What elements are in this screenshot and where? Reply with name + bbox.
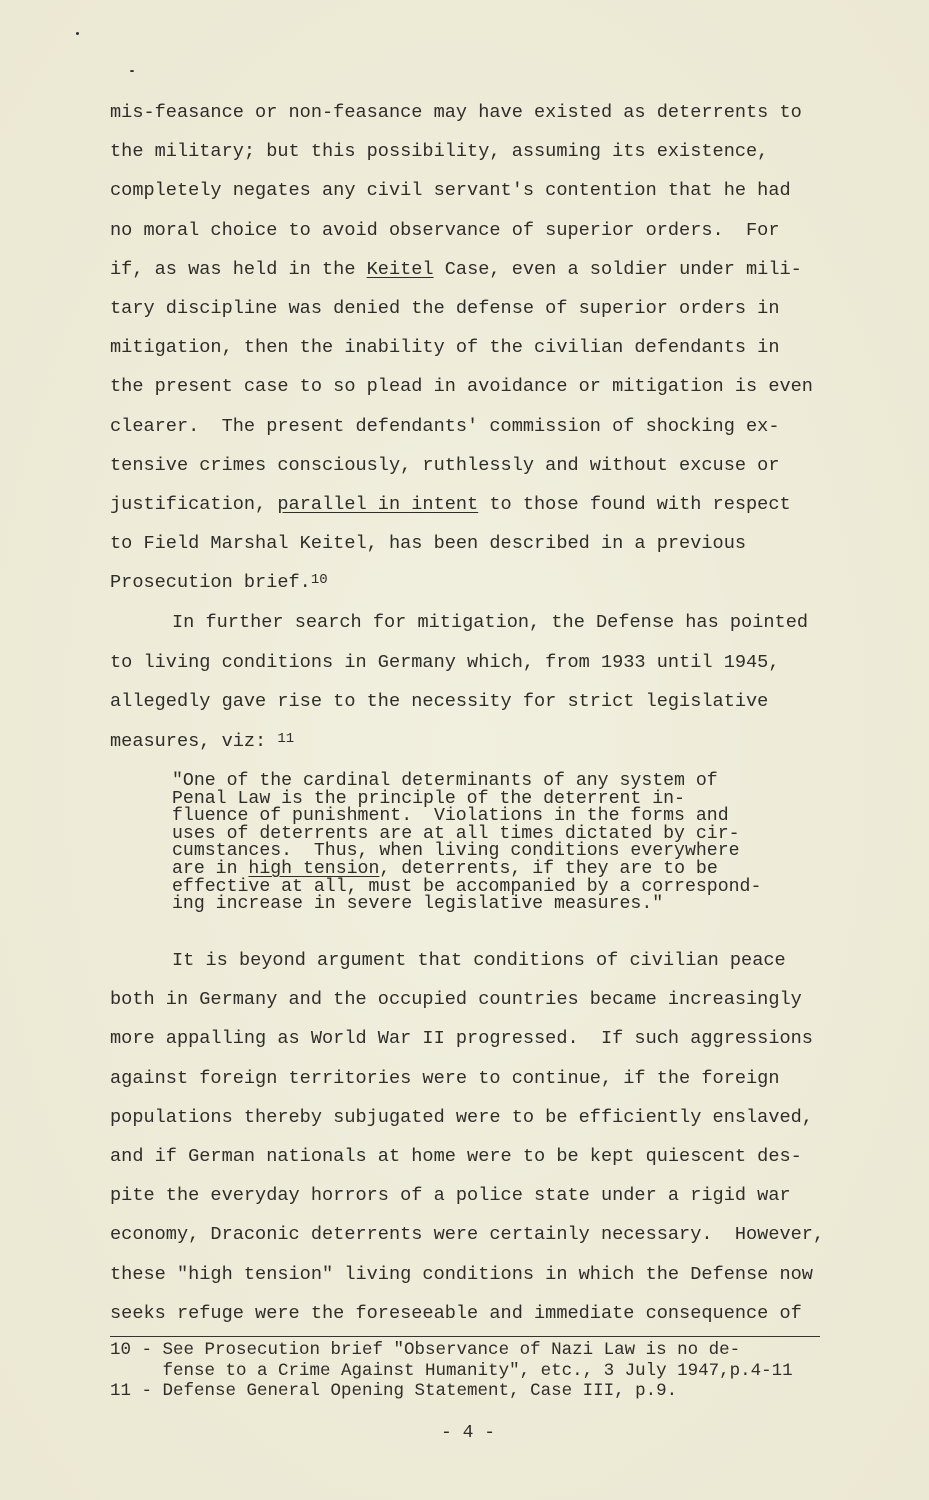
speck-mark — [76, 32, 79, 35]
quote-line: cumstances. Thus, when living conditions everywhere — [172, 841, 740, 862]
quote-line: effective at all, must be accompanied by a correspond- — [172, 876, 762, 897]
body-line: clearer. The present defendants' commission of shocking ex- — [110, 415, 780, 437]
body-line: mitigation, then the inability of the civilian defendants in — [110, 337, 780, 359]
body-line: It is beyond argument that conditions of civilian peace — [172, 950, 786, 971]
underlined-text: parallel in intent — [277, 494, 479, 515]
body-line: to Field Marshal Keitel, has been described in a previous — [110, 533, 747, 555]
body-line: and if German nationals at home were to be kept quiescent des- — [110, 1146, 802, 1167]
body-line: to living conditions in Germany which, from 1933 until 1945, — [110, 651, 780, 673]
body-line: both in Germany and the occupied countries became increasingly — [110, 989, 802, 1011]
body-line: seeks refuge were the foreseeable and immediate consequence of — [110, 1302, 802, 1324]
speck-mark — [130, 70, 134, 72]
underlined-text: high tension — [248, 859, 380, 879]
body-line: pite the everyday horrors of a police state under a rigid war — [110, 1185, 791, 1207]
body-line: no moral choice to avoid observance of superior orders. For — [110, 219, 780, 241]
quote-line: fluence of punishment. Violations in the forms and — [172, 806, 729, 827]
body-line: measures, viz: $^{11}$ — [110, 730, 295, 752]
body-line: economy, Draconic deterrents were certainly necessary. However, — [110, 1224, 825, 1246]
body-line: the military; but this possibility, assuming its existence, — [110, 141, 769, 163]
underlined-text: Keitel — [366, 258, 434, 280]
body-line: populations thereby subjugated were to be efficiently enslaved, — [110, 1106, 813, 1128]
footnote-line: 10 - See Prosecution brief "Observance of Nazi Law is no de- — [110, 1340, 741, 1360]
body-line: more appalling as World War II progressed. If such aggressions — [110, 1028, 813, 1050]
body-line: if, as was held in the Keitel Case, even a soldier under mili- — [110, 258, 802, 280]
footnote-rule — [110, 1336, 820, 1337]
body-line: Prosecution brief.$^{10}$ — [110, 572, 328, 594]
body-line: against foreign territories were to continue, if the foreign — [110, 1067, 780, 1089]
page-number: - 4 - — [441, 1423, 496, 1443]
footnote-reference: 10 — [310, 572, 328, 589]
quote-line: uses of deterrents are at all times dictated by cir- — [172, 823, 740, 844]
body-line: these "high tension" living conditions in which the Defense now — [110, 1263, 813, 1285]
body-line: tensive crimes consciously, ruthlessly and without excuse or — [110, 454, 780, 476]
quote-line: "One of the cardinal determinants of any system of — [172, 771, 718, 791]
body-line: the present case to so plead in avoidance or mitigation is even — [110, 376, 813, 398]
body-line: tary discipline was denied the defense of superior orders in — [110, 298, 780, 319]
quote-line: ing increase in severe legislative measures." — [172, 894, 664, 915]
body-line: allegedly gave rise to the necessity for strict legislative — [110, 691, 769, 712]
body-line: In further search for mitigation, the Defense has pointed — [172, 612, 809, 633]
quote-line: Penal Law is the principle of the deterrent in- — [172, 788, 685, 809]
footnote-line: 11 - Defense General Opening Statement, Case III, p.9. — [110, 1381, 678, 1401]
body-line: justification, parallel in intent to those found with respect — [110, 494, 791, 515]
footnote-reference: 11 — [277, 730, 295, 747]
quote-line: are in high tension, deterrents, if they are to be — [172, 859, 718, 879]
body-line: mis-feasance or non-feasance may have existed as deterrents to — [110, 102, 802, 123]
body-line: completely negates any civil servant's contention that he had — [110, 180, 791, 202]
footnote-line: fense to a Crime Against Humanity", etc., 3 July 1947,p.4-11 — [110, 1360, 793, 1381]
